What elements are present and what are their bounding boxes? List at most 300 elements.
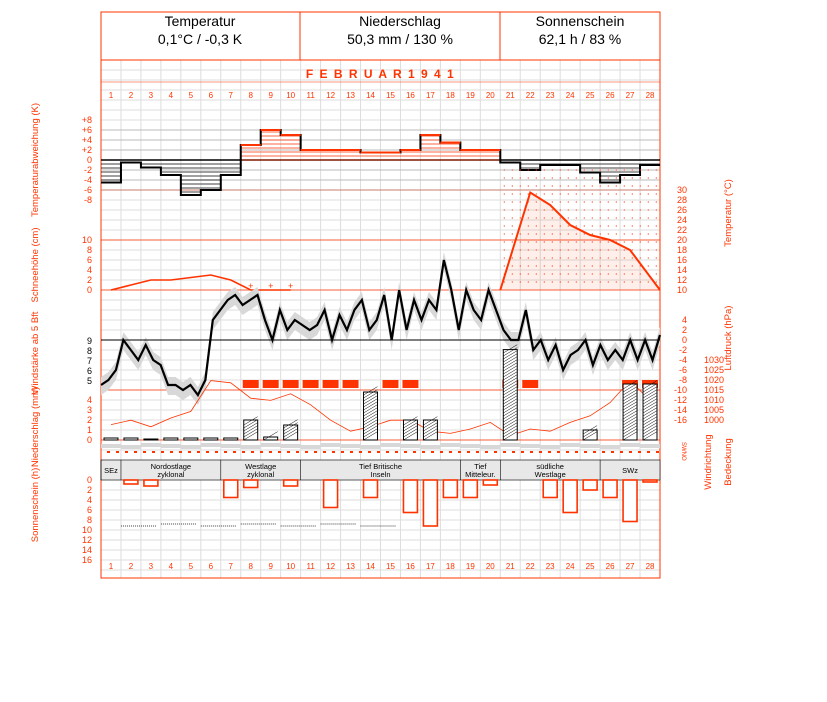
- temperature-dot: [624, 193, 625, 194]
- temperature-dot: [648, 233, 649, 234]
- temperature-dot: [560, 249, 561, 250]
- anomaly-tick: +4: [81, 135, 92, 145]
- temperature-dot: [576, 281, 577, 282]
- temperature-dot: [656, 177, 657, 178]
- temperature-dot: [568, 217, 569, 218]
- temperature-dot: [560, 201, 561, 202]
- cloud-cover-mark: [261, 443, 281, 447]
- wind-direction-mark: [413, 451, 416, 453]
- temperature-dot: [560, 281, 561, 282]
- temperature-dot: [624, 217, 625, 218]
- cloud-cover-mark: [440, 443, 460, 447]
- header-sunshine-label: Sonnenschein: [535, 13, 625, 29]
- anomaly-bar: [460, 150, 480, 160]
- wind-direction-mark: [233, 451, 236, 453]
- temperature-dot: [520, 193, 521, 194]
- day-label-bottom: 16: [405, 562, 415, 571]
- temperature-dot: [608, 241, 609, 242]
- anomaly-bar: [101, 160, 121, 183]
- wind-tick: 5: [86, 376, 92, 386]
- pressure-offset-tick: -12: [673, 395, 687, 405]
- temperature-dot: [592, 201, 593, 202]
- temperature-dot: [576, 249, 577, 250]
- temperature-dot: [528, 169, 529, 170]
- temperature-dot: [656, 265, 657, 266]
- temperature-dot: [512, 273, 513, 274]
- label-temperature: Temperatur (°C): [723, 179, 734, 247]
- temperature-dot: [656, 273, 657, 274]
- temperature-dot: [552, 257, 553, 258]
- temperature-dot: [592, 249, 593, 250]
- temperature-dot: [568, 281, 569, 282]
- day-label-bottom: 25: [585, 562, 595, 571]
- temperature-dot: [640, 281, 641, 282]
- temperature-dot: [592, 281, 593, 282]
- precip-bar: [503, 350, 517, 440]
- cloud-cover-mark: [460, 444, 480, 448]
- header-temperature-label: Temperatur: [164, 13, 236, 29]
- snow-tick: 0: [86, 285, 92, 295]
- anomaly-bar: [201, 160, 221, 190]
- pressure-hpa-tick: 1005: [703, 405, 724, 415]
- temperature-dot: [560, 169, 561, 170]
- temperature-dot: [656, 281, 657, 282]
- sunshine-bar: [144, 480, 158, 486]
- temperature-dot: [520, 209, 521, 210]
- day-label-top: 20: [485, 91, 495, 100]
- temperature-dot: [624, 265, 625, 266]
- day-label-bottom: 21: [505, 562, 515, 571]
- day-label-top: 8: [248, 91, 253, 100]
- temperature-dot: [592, 177, 593, 178]
- wind-direction-mark: [206, 451, 209, 453]
- wind-direction-mark: [161, 451, 164, 453]
- day-label-bottom: 27: [625, 562, 635, 571]
- anomaly-tick: 0: [86, 155, 92, 165]
- day-label-bottom: 18: [445, 562, 455, 571]
- temperature-dot: [600, 185, 601, 186]
- temperature-dot: [576, 265, 577, 266]
- temperature-dot: [656, 249, 657, 250]
- temperature-dot: [600, 265, 601, 266]
- sunshine-bar: [284, 480, 298, 486]
- sunshine-bar: [124, 480, 138, 484]
- temperature-dot: [512, 265, 513, 266]
- wind-direction-mark: [188, 451, 191, 453]
- header-temperature-value: 0,1°C / -0,3 K: [157, 31, 243, 47]
- temperature-dot: [624, 249, 625, 250]
- temperature-dot: [520, 177, 521, 178]
- cloud-cover-mark: [560, 443, 580, 447]
- day-label-top: 10: [286, 91, 296, 100]
- temperature-dot: [592, 185, 593, 186]
- temperature-dot: [640, 209, 641, 210]
- weather-type-label: zyklonal: [157, 470, 185, 479]
- label-precip: Niederschlag (mm): [30, 386, 41, 468]
- cloud-cover-mark: [161, 444, 181, 448]
- wind-direction-mark: [242, 451, 245, 453]
- sunshine-bar: [443, 480, 457, 498]
- temperature-dot: [656, 185, 657, 186]
- temperature-dot: [512, 169, 513, 170]
- temperature-dot: [608, 281, 609, 282]
- temperature-dot: [568, 185, 569, 186]
- temperature-dot: [560, 185, 561, 186]
- temperature-dot: [528, 185, 529, 186]
- temperature-dot: [576, 209, 577, 210]
- temperature-dot: [520, 265, 521, 266]
- pressure-offset-tick: -10: [673, 385, 687, 395]
- precip-tick: 2: [86, 415, 92, 425]
- wind-direction-mark: [485, 451, 488, 453]
- label-cloud-cover: Bedeckung: [723, 438, 734, 486]
- day-label-bottom: 2: [128, 562, 134, 571]
- anomaly-tick: +2: [81, 145, 92, 155]
- day-label-bottom: 26: [605, 562, 615, 571]
- sun-tick: 10: [81, 525, 92, 535]
- temperature-dot: [536, 225, 537, 226]
- wind-direction-mark: [440, 451, 443, 453]
- anomaly-bar: [321, 150, 341, 160]
- cloud-cover-mark: [341, 444, 361, 448]
- temperature-tick: 10: [676, 285, 687, 295]
- cloud-cover-mark: [321, 443, 341, 447]
- sunshine-bar: [403, 480, 417, 513]
- temperature-dot: [544, 265, 545, 266]
- temperature-dot: [648, 193, 649, 194]
- temperature-tick: 16: [676, 255, 687, 265]
- temperature-dot: [616, 209, 617, 210]
- anomaly-tick: +8: [81, 115, 92, 125]
- weather-type-label: zyklonal: [247, 470, 275, 479]
- temperature-dot: [552, 217, 553, 218]
- temperature-dot: [640, 225, 641, 226]
- wind-direction-mark: [314, 451, 317, 453]
- temperature-dot: [512, 209, 513, 210]
- day-label-bottom: 24: [565, 562, 575, 571]
- cloud-cover-mark: [181, 445, 201, 449]
- wind-direction-mark: [323, 451, 326, 453]
- temperature-dot: [552, 265, 553, 266]
- wind-direction-mark: [431, 451, 434, 453]
- wind-direction-mark: [107, 451, 110, 453]
- temperature-dot: [584, 209, 585, 210]
- wind-direction-mark: [350, 451, 353, 453]
- anomaly-bar: [161, 160, 181, 175]
- day-label-bottom: 6: [208, 562, 214, 571]
- wind-marker: [383, 380, 399, 388]
- temperature-dot: [504, 185, 505, 186]
- temperature-dot: [576, 217, 577, 218]
- temperature-dot: [584, 233, 585, 234]
- temperature-dot: [632, 169, 633, 170]
- sunshine-bar: [563, 480, 577, 513]
- day-label-bottom: 5: [188, 562, 194, 571]
- temperature-dot: [608, 169, 609, 170]
- temperature-dot: [576, 201, 577, 202]
- temperature-dot: [656, 193, 657, 194]
- day-label-bottom: 10: [286, 562, 296, 571]
- day-label-top: 18: [445, 91, 455, 100]
- cloud-cover-mark: [361, 445, 381, 449]
- temperature-dot: [600, 193, 601, 194]
- temperature-dot: [584, 249, 585, 250]
- wind-direction-mark: [494, 451, 497, 453]
- sun-tick: 0: [86, 475, 92, 485]
- wind-direction-mark: [386, 451, 389, 453]
- temperature-dot: [512, 185, 513, 186]
- temperature-dot: [544, 225, 545, 226]
- cloud-cover-mark: [101, 444, 121, 448]
- temperature-dot: [616, 193, 617, 194]
- temperature-dot: [592, 169, 593, 170]
- temperature-dot: [536, 233, 537, 234]
- sun-tick: 8: [86, 515, 92, 525]
- weather-type-label: Tief: [474, 462, 487, 471]
- temperature-dot: [616, 185, 617, 186]
- cloud-cover-mark: [520, 444, 540, 448]
- temperature-dot: [552, 225, 553, 226]
- temperature-dot: [600, 249, 601, 250]
- temperature-dot: [552, 185, 553, 186]
- wind-tick: 7: [86, 356, 92, 366]
- wind-direction-mark: [620, 451, 623, 453]
- temperature-dot: [624, 273, 625, 274]
- weather-type-label: Inseln: [370, 470, 391, 479]
- precip-bar: [124, 438, 138, 440]
- anomaly-bar: [580, 160, 600, 173]
- pressure-offset-tick: 4: [681, 315, 687, 325]
- temperature-dot: [632, 209, 633, 210]
- wind-marker: [343, 380, 359, 388]
- day-label-top: 15: [386, 91, 395, 100]
- temperature-dot: [568, 257, 569, 258]
- temperature-dot: [592, 265, 593, 266]
- wind-direction-mark: [278, 451, 281, 453]
- temperature-dot: [640, 169, 641, 170]
- cloud-cover-mark: [500, 443, 520, 447]
- pressure-hpa-tick: 1010: [703, 395, 724, 405]
- temperature-dot: [624, 177, 625, 178]
- temperature-dot: [648, 177, 649, 178]
- temperature-dot: [608, 201, 609, 202]
- temperature-dot: [528, 241, 529, 242]
- temperature-dot: [544, 281, 545, 282]
- day-label-bottom: 20: [485, 562, 495, 571]
- temperature-tick: 24: [676, 215, 687, 225]
- day-label-bottom: 23: [545, 562, 555, 571]
- anomaly-bar: [440, 143, 460, 161]
- temperature-dot: [632, 177, 633, 178]
- wind-direction-mark: [476, 451, 479, 453]
- temperature-dot: [552, 233, 553, 234]
- day-label-bottom: 8: [248, 562, 253, 571]
- temperature-dot: [528, 265, 529, 266]
- temperature-dot: [616, 225, 617, 226]
- temperature-dot: [616, 233, 617, 234]
- wind-marker: [522, 380, 538, 388]
- temperature-dot: [616, 273, 617, 274]
- temperature-dot: [576, 177, 577, 178]
- temperature-tick: 28: [676, 195, 687, 205]
- sun-tick: 2: [86, 485, 92, 495]
- anomaly-bar: [620, 160, 640, 175]
- weather-type-label: Westlage: [245, 462, 277, 471]
- temperature-dot: [632, 249, 633, 250]
- day-label-top: 2: [128, 91, 134, 100]
- pressure-hpa-tick: 1020: [703, 375, 724, 385]
- temperature-dot: [552, 169, 553, 170]
- temperature-dot: [648, 281, 649, 282]
- temperature-dot: [536, 185, 537, 186]
- wind-direction-mark: [458, 451, 461, 453]
- sun-tick: 14: [81, 545, 92, 555]
- header-precipitation-label: Niederschlag: [359, 13, 441, 29]
- snow-trace-mark: +: [268, 281, 274, 291]
- precip-tick: 0: [86, 435, 92, 445]
- temperature-dot: [640, 241, 641, 242]
- label-temp-anomaly: Temperaturabweichung (K): [30, 102, 41, 218]
- day-label-bottom: 11: [306, 562, 315, 571]
- snow-tick: 2: [86, 275, 92, 285]
- sunshine-bar: [463, 480, 477, 498]
- temperature-dot: [616, 177, 617, 178]
- pressure-offset-tick: -16: [673, 415, 687, 425]
- temperature-dot: [600, 281, 601, 282]
- cloud-cover-mark: [301, 445, 321, 449]
- cloud-cover-mark: [241, 445, 261, 449]
- wind-marker: [303, 380, 319, 388]
- day-label-top: 9: [268, 91, 273, 100]
- day-label-bottom: 1: [108, 562, 114, 571]
- temperature-dot: [536, 281, 537, 282]
- weather-type-label: südliche: [536, 462, 564, 471]
- wind-direction-key: SWNO: [680, 442, 686, 461]
- wind-direction-mark: [197, 451, 200, 453]
- anomaly-tick: -8: [83, 195, 92, 205]
- temperature-dot: [624, 257, 625, 258]
- anomaly-bar: [480, 150, 500, 160]
- temperature-dot: [536, 169, 537, 170]
- temperature-dot: [648, 249, 649, 250]
- temperature-dot: [584, 241, 585, 242]
- day-label-top: 6: [208, 91, 214, 100]
- temperature-dot: [624, 201, 625, 202]
- temperature-dot: [648, 201, 649, 202]
- temperature-dot: [648, 217, 649, 218]
- temperature-dot: [616, 249, 617, 250]
- temperature-dot: [552, 177, 553, 178]
- day-label-top: 24: [565, 91, 575, 100]
- day-label-bottom: 28: [645, 562, 655, 571]
- temperature-dot: [624, 225, 625, 226]
- day-label-top: 17: [425, 91, 435, 100]
- day-label-bottom: 12: [326, 562, 336, 571]
- temperature-dot: [640, 177, 641, 178]
- wind-direction-mark: [422, 451, 425, 453]
- temperature-dot: [584, 281, 585, 282]
- temperature-dot: [520, 201, 521, 202]
- temperature-dot: [592, 257, 593, 258]
- temperature-dot: [504, 209, 505, 210]
- temperature-dot: [584, 177, 585, 178]
- temperature-dot: [632, 241, 633, 242]
- temperature-dot: [584, 193, 585, 194]
- temperature-dot: [592, 209, 593, 210]
- temperature-dot: [560, 209, 561, 210]
- temperature-dot: [632, 217, 633, 218]
- wind-direction-mark: [557, 451, 560, 453]
- wind-direction-mark: [224, 451, 227, 453]
- cloud-cover-mark: [381, 443, 401, 447]
- temperature-dot: [600, 257, 601, 258]
- temperature-dot: [536, 201, 537, 202]
- temperature-dot: [552, 209, 553, 210]
- temperature-dot: [512, 233, 513, 234]
- temperature-dot: [552, 201, 553, 202]
- temperature-dot: [560, 225, 561, 226]
- weather-type-label: SWz: [622, 466, 638, 475]
- temperature-dot: [552, 273, 553, 274]
- temperature-dot: [560, 217, 561, 218]
- cloud-cover-mark: [201, 443, 221, 447]
- wind-direction-mark: [602, 451, 605, 453]
- temperature-dot: [656, 209, 657, 210]
- temperature-dot: [648, 169, 649, 170]
- wind-direction-mark: [305, 451, 308, 453]
- temperature-dot: [640, 257, 641, 258]
- wind-direction-mark: [179, 451, 182, 453]
- temperature-dot: [632, 201, 633, 202]
- sunshine-bar: [603, 480, 617, 498]
- anomaly-bar: [301, 150, 321, 160]
- temperature-dot: [568, 273, 569, 274]
- temperature-dot: [568, 241, 569, 242]
- temperature-dot: [528, 225, 529, 226]
- day-label-top: 7: [228, 91, 233, 100]
- temperature-dot: [512, 193, 513, 194]
- day-label-top: 22: [525, 91, 535, 100]
- temperature-dot: [608, 193, 609, 194]
- temperature-tick: 20: [676, 235, 687, 245]
- temperature-dot: [656, 257, 657, 258]
- temperature-dot: [504, 217, 505, 218]
- temperature-dot: [592, 273, 593, 274]
- temperature-dot: [576, 225, 577, 226]
- temperature-dot: [560, 265, 561, 266]
- temperature-dot: [608, 265, 609, 266]
- temperature-dot: [632, 265, 633, 266]
- day-label-bottom: 3: [148, 562, 154, 571]
- day-label-top: 12: [326, 91, 336, 100]
- temperature-dot: [576, 233, 577, 234]
- anomaly-bar: [600, 160, 620, 183]
- sunshine-bar: [643, 480, 657, 482]
- temperature-dot: [520, 217, 521, 218]
- temperature-dot: [512, 201, 513, 202]
- month-title: F E B R U A R 1 9 4 1: [305, 67, 456, 81]
- wind-marker: [283, 380, 299, 388]
- wind-tick: 8: [86, 346, 92, 356]
- temperature-dot: [520, 241, 521, 242]
- temperature-dot: [528, 217, 529, 218]
- temperature-dot: [600, 217, 601, 218]
- temperature-dot: [544, 257, 545, 258]
- precip-tick: 4: [86, 395, 92, 405]
- temperature-dot: [528, 209, 529, 210]
- anomaly-bar: [400, 150, 420, 160]
- wind-direction-mark: [584, 451, 587, 453]
